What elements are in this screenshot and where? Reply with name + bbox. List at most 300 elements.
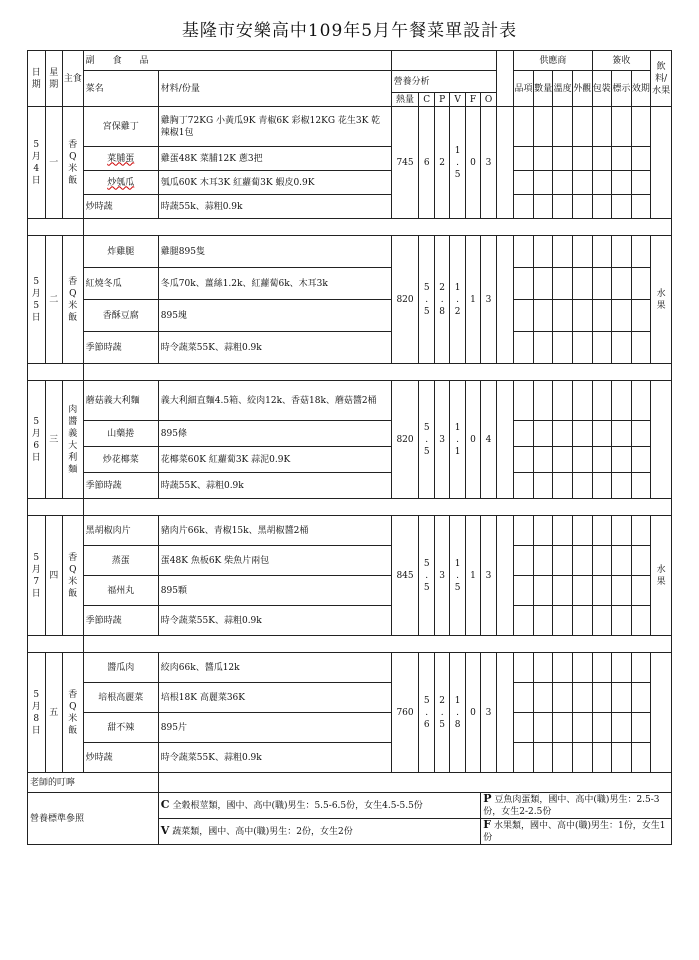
day-date <box>28 381 46 499</box>
check-cell[interactable] <box>612 576 632 606</box>
fruit-text: 水 果 <box>656 288 666 311</box>
dish-row <box>28 683 672 713</box>
check-cell[interactable] <box>553 381 573 421</box>
materials-header: 材料/份量 <box>158 71 391 107</box>
check-cell[interactable] <box>553 171 573 195</box>
check-cell[interactable] <box>612 147 632 171</box>
check-cell[interactable] <box>514 171 534 195</box>
separator-cell <box>83 219 671 236</box>
nutrient-p-text: 2 . 5 <box>439 695 445 730</box>
check-cell[interactable] <box>612 516 632 546</box>
nutrient-c-text: 5 . 5 <box>423 422 430 457</box>
nutrition-header-spacer <box>391 51 496 71</box>
check-cell[interactable] <box>592 195 612 219</box>
check-cell[interactable] <box>533 171 553 195</box>
check-cell[interactable] <box>514 473 534 499</box>
check-cell[interactable] <box>612 381 632 421</box>
nutrient-v-text: 1 . 1 <box>454 422 461 457</box>
check-cell[interactable] <box>533 332 553 364</box>
check-cell[interactable] <box>631 606 651 636</box>
check-cell[interactable] <box>592 381 612 421</box>
teacher-note-row <box>28 773 672 793</box>
nutrient-f-text: 0 <box>470 434 476 445</box>
fruit-cell <box>651 381 672 499</box>
dish-row <box>28 546 672 576</box>
check-cell[interactable] <box>514 421 534 447</box>
check-cell[interactable] <box>553 713 573 743</box>
check-cell[interactable] <box>572 576 592 606</box>
check-cell[interactable] <box>612 195 632 219</box>
day-weekday <box>45 381 63 499</box>
separator-cell <box>28 364 84 381</box>
header-row <box>28 51 672 71</box>
fruit-cell <box>651 653 672 773</box>
check-cell[interactable] <box>592 300 612 332</box>
check-cell[interactable] <box>612 300 632 332</box>
check-cell[interactable] <box>572 268 592 300</box>
check-cell[interactable] <box>592 421 612 447</box>
check-cell[interactable] <box>572 107 592 147</box>
check-cell[interactable] <box>514 683 534 713</box>
dish-row <box>28 473 672 499</box>
dish-material: 瓠瓜60K 木耳3K 紅蘿蔔3K 蝦皮0.9K <box>158 171 391 195</box>
check-cell[interactable] <box>592 332 612 364</box>
check-cell[interactable] <box>572 300 592 332</box>
day-weekday-text: 一 <box>49 157 59 168</box>
check-cell[interactable] <box>553 743 573 773</box>
nutrient-o-text: 3 <box>485 157 492 168</box>
standard-v <box>158 819 480 845</box>
check-cell[interactable] <box>514 653 534 683</box>
supplier-header: 供應商 <box>514 51 592 71</box>
check-cell[interactable] <box>612 713 632 743</box>
staple-header: 主食 <box>63 51 84 107</box>
check-cell[interactable] <box>553 447 573 473</box>
dish-material: 時令蔬菜55K、蒜粗0.9k <box>158 606 391 636</box>
nutrient-p-text: 2 . 8 <box>439 282 445 317</box>
dish-row <box>28 421 672 447</box>
calories-header: 熱量 <box>391 93 419 107</box>
check-col-qty: 數量 <box>533 71 553 107</box>
dish-row <box>28 516 672 546</box>
check-cell[interactable] <box>514 107 534 147</box>
check-cell[interactable] <box>553 683 573 713</box>
check-cell[interactable] <box>631 268 651 300</box>
nutrient-v-header: V <box>450 93 465 107</box>
day-date-text: 5 月 5 日 <box>31 276 41 323</box>
dish-material: 花椰菜60K 紅蘿蔔3K 蒜泥0.9K <box>158 447 391 473</box>
check-cell[interactable] <box>592 576 612 606</box>
nutrient-p-value <box>434 381 449 499</box>
check-cell[interactable] <box>612 421 632 447</box>
check-cell[interactable] <box>514 147 534 171</box>
blank-cell <box>496 236 514 364</box>
check-cell[interactable] <box>612 606 632 636</box>
check-cell[interactable] <box>592 147 612 171</box>
check-cell[interactable] <box>514 236 534 268</box>
check-cell[interactable] <box>553 606 573 636</box>
check-cell[interactable] <box>553 516 573 546</box>
dish-row <box>28 743 672 773</box>
nutrient-o-value <box>481 516 496 636</box>
check-col-label: 標示 <box>612 71 632 107</box>
nutrient-v-value <box>450 107 465 219</box>
check-cell[interactable] <box>533 268 553 300</box>
check-cell[interactable] <box>572 195 592 219</box>
dish-material: 培根18K 高麗菜36K <box>158 683 391 713</box>
check-cell[interactable] <box>533 447 553 473</box>
day-weekday-text: 三 <box>49 434 59 445</box>
check-cell[interactable] <box>514 546 534 576</box>
check-cell[interactable] <box>631 236 651 268</box>
check-cell[interactable] <box>514 743 534 773</box>
standard-label: 營養標準參照 <box>28 793 159 845</box>
nutrient-f-text: 1 <box>470 294 476 305</box>
dish-material: 895片 <box>158 713 391 743</box>
dish-row <box>28 653 672 683</box>
check-cell[interactable] <box>514 268 534 300</box>
check-col-item: 品項 <box>514 71 534 107</box>
day-staple <box>63 653 84 773</box>
nutrient-v-value <box>450 381 465 499</box>
check-cell[interactable] <box>631 473 651 499</box>
nutrient-c-text: 5 . 5 <box>423 282 430 317</box>
dish-row <box>28 171 672 195</box>
nutrient-o-header: O <box>481 93 496 107</box>
check-cell[interactable] <box>572 332 592 364</box>
check-cell[interactable] <box>631 147 651 171</box>
dish-material: 895條 <box>158 421 391 447</box>
nutrient-c-value <box>419 107 434 219</box>
nutrient-f-value <box>465 381 480 499</box>
check-cell[interactable] <box>592 546 612 576</box>
nutrient-p-value <box>434 236 449 364</box>
nutrition-header: 營養分析 <box>391 71 496 93</box>
dish-material: 時令蔬菜55K、蒜粗0.9k <box>158 743 391 773</box>
check-cell[interactable] <box>514 713 534 743</box>
check-cell[interactable] <box>514 195 534 219</box>
teacher-note-label: 老師的叮嚀 <box>28 773 159 793</box>
weekday-header: 星期 <box>45 51 63 107</box>
day-date-text: 5 月 6 日 <box>31 416 41 463</box>
date-header: 日期 <box>28 51 46 107</box>
day-staple <box>63 107 84 219</box>
nutrient-o-text: 3 <box>485 707 492 718</box>
std-v-text: 蔬菜類，國中、高中(職)男生：2份，女生2份 <box>172 827 353 837</box>
dish-name: 季節時蔬 <box>83 473 158 499</box>
check-cell[interactable] <box>572 653 592 683</box>
check-cell[interactable] <box>533 421 553 447</box>
dish-name: 黑胡椒肉片 <box>83 516 158 546</box>
day-date-text: 5 月 4 日 <box>31 139 41 186</box>
nutrient-f-value <box>465 236 480 364</box>
check-cell[interactable] <box>553 653 573 683</box>
day-staple <box>63 516 84 636</box>
subheader-row <box>28 71 672 93</box>
check-cell[interactable] <box>592 473 612 499</box>
check-cell[interactable] <box>514 576 534 606</box>
std-c-text: 全穀根莖類，國中、高中(職)男生：5.5-6.5份，女生4.5-5.5份 <box>172 801 423 811</box>
std-f-letter: F <box>483 818 492 831</box>
check-cell[interactable] <box>533 546 553 576</box>
check-cell[interactable] <box>533 107 553 147</box>
std-p-letter: P <box>483 792 492 805</box>
check-cell[interactable] <box>553 236 573 268</box>
check-cell[interactable] <box>631 683 651 713</box>
check-cell[interactable] <box>612 332 632 364</box>
nutrient-c-header: C <box>419 93 434 107</box>
check-cell[interactable] <box>612 268 632 300</box>
check-cell[interactable] <box>533 381 553 421</box>
day-weekday-text: 四 <box>49 570 59 581</box>
separator-cell <box>83 499 671 516</box>
dish-name: 醬瓜肉 <box>83 653 158 683</box>
nutrient-v-value <box>450 653 465 773</box>
check-cell[interactable] <box>553 546 573 576</box>
check-cell[interactable] <box>592 516 612 546</box>
check-cell[interactable] <box>631 300 651 332</box>
calories-value: 745 <box>391 107 419 219</box>
check-cell[interactable] <box>612 107 632 147</box>
nutrient-c-text: 6 <box>423 157 430 168</box>
check-cell[interactable] <box>553 147 573 171</box>
check-cell[interactable] <box>592 107 612 147</box>
check-cell[interactable] <box>631 546 651 576</box>
dish-name: 炒瓠瓜 <box>83 171 158 195</box>
dish-material: 雞胸丁72KG 小黃瓜9K 青椒6K 彩椒12KG 花生3K 乾辣椒1包 <box>158 107 391 147</box>
nutrient-c-value <box>419 653 434 773</box>
check-cell[interactable] <box>533 236 553 268</box>
check-cell[interactable] <box>572 381 592 421</box>
check-cell[interactable] <box>592 606 612 636</box>
check-cell[interactable] <box>631 447 651 473</box>
check-cell[interactable] <box>631 743 651 773</box>
check-cell[interactable] <box>553 268 573 300</box>
day-date-text: 5 月 7 日 <box>31 552 41 599</box>
check-cell[interactable] <box>514 300 534 332</box>
separator-cell <box>83 364 671 381</box>
day-weekday <box>45 107 63 219</box>
dish-row <box>28 447 672 473</box>
nutrient-o-value <box>481 107 496 219</box>
check-cell[interactable] <box>592 683 612 713</box>
calories-value: 760 <box>391 653 419 773</box>
day-weekday <box>45 653 63 773</box>
check-cell[interactable] <box>612 653 632 683</box>
check-cell[interactable] <box>572 713 592 743</box>
separator-cell <box>28 499 84 516</box>
check-cell[interactable] <box>631 421 651 447</box>
check-cell[interactable] <box>612 683 632 713</box>
page-title: 基隆市安樂高中109年5月午餐菜單設計表 <box>181 21 518 41</box>
check-cell[interactable] <box>631 516 651 546</box>
check-cell[interactable] <box>631 653 651 683</box>
nutrient-v-text: 1 . 2 <box>454 282 461 317</box>
blank-header-cell <box>496 51 514 107</box>
check-cell[interactable] <box>514 332 534 364</box>
check-cell[interactable] <box>592 171 612 195</box>
day-staple-text: 香 Q 米 飯 <box>68 689 78 736</box>
dish-name: 福州丸 <box>83 576 158 606</box>
dish-name: 甜不辣 <box>83 713 158 743</box>
nutrient-f-value <box>465 516 480 636</box>
day-separator <box>28 219 672 236</box>
check-cell[interactable] <box>572 447 592 473</box>
check-cell[interactable] <box>553 107 573 147</box>
check-cell[interactable] <box>612 171 632 195</box>
dish-material: 蛋48K 魚板6K 柴魚片兩包 <box>158 546 391 576</box>
check-cell[interactable] <box>631 576 651 606</box>
dish-name: 香酥豆腐 <box>83 300 158 332</box>
std-f-text: 水果類，國中、高中(職)男生：1份，女生1份 <box>483 821 666 843</box>
day-staple <box>63 381 84 499</box>
day-separator <box>28 364 672 381</box>
fruit-text: 水 果 <box>656 564 666 587</box>
day-staple-text: 香 Q 米 飯 <box>68 276 78 323</box>
dish-row <box>28 236 672 268</box>
day-staple-text: 香 Q 米 飯 <box>68 139 78 186</box>
check-cell[interactable] <box>572 606 592 636</box>
nutrient-p-value <box>434 516 449 636</box>
dish-material: 義大利細直麵4.5箱、絞肉12k、香菇18k、蘑菇醬2桶 <box>158 381 391 421</box>
check-cell[interactable] <box>553 576 573 606</box>
check-cell[interactable] <box>572 683 592 713</box>
check-cell[interactable] <box>572 236 592 268</box>
check-cell[interactable] <box>533 743 553 773</box>
standard-c <box>158 793 480 819</box>
nutrient-c-value <box>419 236 434 364</box>
day-separator <box>28 499 672 516</box>
standard-f <box>481 819 672 845</box>
check-cell[interactable] <box>631 107 651 147</box>
check-cell[interactable] <box>553 332 573 364</box>
dish-row <box>28 268 672 300</box>
check-cell[interactable] <box>533 195 553 219</box>
dish-name: 炒花椰菜 <box>83 447 158 473</box>
dish-name: 炒時蔬 <box>83 743 158 773</box>
check-cell[interactable] <box>612 473 632 499</box>
check-col-expiry: 效期 <box>631 71 651 107</box>
blank-cell <box>496 516 514 636</box>
check-cell[interactable] <box>514 381 534 421</box>
check-cell[interactable] <box>592 268 612 300</box>
check-cell[interactable] <box>592 653 612 683</box>
dish-name: 蒸蛋 <box>83 546 158 576</box>
standard-row-1 <box>28 793 672 819</box>
nutrient-o-text: 3 <box>485 294 492 305</box>
dish-row <box>28 332 672 364</box>
check-cell[interactable] <box>533 683 553 713</box>
check-cell[interactable] <box>612 447 632 473</box>
dish-material: 時蔬55K、蒜粗0.9k <box>158 473 391 499</box>
fruit-cell <box>651 107 672 219</box>
check-cell[interactable] <box>572 421 592 447</box>
check-cell[interactable] <box>592 236 612 268</box>
separator-cell <box>28 636 84 653</box>
teacher-note-value[interactable] <box>158 773 671 793</box>
check-cell[interactable] <box>631 195 651 219</box>
dish-name: 宮保雞丁 <box>83 107 158 147</box>
dish-material: 時蔬55k、蒜粗0.9k <box>158 195 391 219</box>
nutrient-p-header: P <box>434 93 449 107</box>
check-cell[interactable] <box>553 300 573 332</box>
check-cell[interactable] <box>533 147 553 171</box>
menu-table <box>27 50 672 845</box>
check-cell[interactable] <box>533 713 553 743</box>
check-cell[interactable] <box>631 713 651 743</box>
dish-material: 絞肉66k、醬瓜12k <box>158 653 391 683</box>
check-cell[interactable] <box>572 743 592 773</box>
nutrient-c-text: 5 . 6 <box>423 695 430 730</box>
check-cell[interactable] <box>553 195 573 219</box>
nutrient-v-text: 1 . 8 <box>454 695 461 730</box>
check-cell[interactable] <box>553 421 573 447</box>
check-cell[interactable] <box>533 606 553 636</box>
nutrient-f-text: 0 <box>470 157 476 168</box>
check-cell[interactable] <box>572 516 592 546</box>
day-date <box>28 653 46 773</box>
std-c-letter: C <box>160 798 170 811</box>
check-cell[interactable] <box>533 300 553 332</box>
check-cell[interactable] <box>572 546 592 576</box>
check-cell[interactable] <box>631 332 651 364</box>
nutrient-o-text: 3 <box>485 570 492 581</box>
day-staple-text: 肉 醬 義 大 利 麵 <box>68 404 78 475</box>
dish-row <box>28 195 672 219</box>
dish-name: 培根高麗菜 <box>83 683 158 713</box>
day-date-text: 5 月 8 日 <box>31 689 41 736</box>
check-cell[interactable] <box>533 516 553 546</box>
dish-material: 冬瓜70k、薑絲1.2k、紅蘿蔔6k、木耳3k <box>158 268 391 300</box>
day-weekday <box>45 236 63 364</box>
check-cell[interactable] <box>514 516 534 546</box>
check-cell[interactable] <box>572 147 592 171</box>
check-cell[interactable] <box>514 447 534 473</box>
dish-name: 菜脯蛋 <box>83 147 158 171</box>
check-cell[interactable] <box>533 576 553 606</box>
dish-name: 炒時蔬 <box>83 195 158 219</box>
nutrient-f-header: F <box>465 93 480 107</box>
check-cell[interactable] <box>612 546 632 576</box>
nutrient-f-value <box>465 653 480 773</box>
check-cell[interactable] <box>572 473 592 499</box>
dish-material: 895塊 <box>158 300 391 332</box>
day-date <box>28 516 46 636</box>
check-cell[interactable] <box>631 171 651 195</box>
check-cell[interactable] <box>533 473 553 499</box>
dish-material: 雞蛋48K 菜脯12K 蔥3把 <box>158 147 391 171</box>
check-cell[interactable] <box>612 743 632 773</box>
check-cell[interactable] <box>592 713 612 743</box>
check-cell[interactable] <box>631 381 651 421</box>
check-cell[interactable] <box>553 473 573 499</box>
check-cell[interactable] <box>533 653 553 683</box>
dish-material: 895顆 <box>158 576 391 606</box>
dish-material: 雞腿895隻 <box>158 236 391 268</box>
day-staple-text: 香 Q 米 飯 <box>68 552 78 599</box>
nutrient-c-text: 5 . 5 <box>423 558 430 593</box>
day-weekday-text: 五 <box>49 707 59 718</box>
fruit-cell <box>651 236 672 364</box>
dish-row <box>28 107 672 147</box>
check-cell[interactable] <box>612 236 632 268</box>
dish-name-header: 菜名 <box>83 71 158 107</box>
check-cell[interactable] <box>592 447 612 473</box>
check-cell[interactable] <box>514 606 534 636</box>
check-cell[interactable] <box>592 743 612 773</box>
check-cell[interactable] <box>572 171 592 195</box>
dish-row <box>28 147 672 171</box>
